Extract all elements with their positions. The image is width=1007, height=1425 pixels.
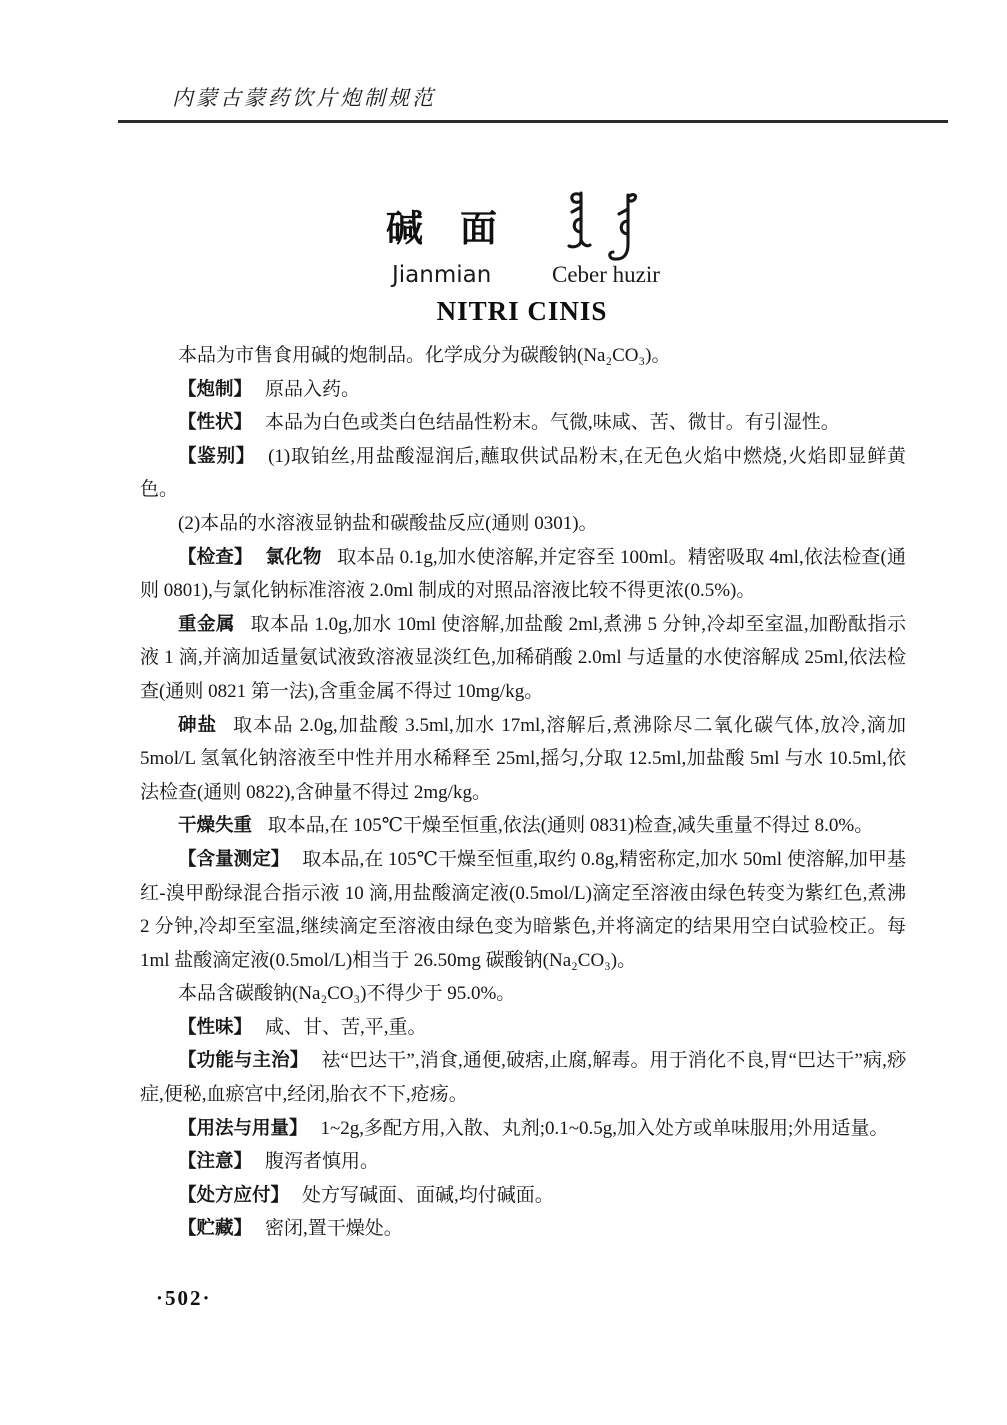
section-label: 【贮藏】 xyxy=(178,1218,253,1240)
section-jianbie xyxy=(140,440,906,507)
paragraph-text: 腹泻者慎用。 xyxy=(264,1151,379,1173)
paragraph-text: 取本品 1.0g,加水 10ml 使溶解,加盐酸 2ml,煮沸 5 分钟,冷却至室温,加酚酞指示液 1 滴,并滴加适量氨试液致溶液显淡红色,加稀硝酸 2.0ml 与适量的水使溶解成 25ml,依法检查(通则 0821 第一法),含重金属不得过 10mg/kg。 xyxy=(140,613,906,702)
jiancha-loss-on-drying xyxy=(140,809,906,843)
paragraph-text: 本品为白色或类白色结晶性粉末。气微,味咸、苦、微甘。有引湿性。 xyxy=(264,412,840,434)
drug-title-latin: NITRI CINIS xyxy=(436,296,608,326)
subsection-label: 干燥失重 xyxy=(178,815,253,837)
paragraph-intro xyxy=(140,339,906,373)
section-zhuyi xyxy=(140,1145,906,1179)
section-jiancha-chloride xyxy=(140,541,906,608)
paragraph-text: 取本品,在 105℃干燥至恒重,依法(通则 0831)检查,减失重量不得过 8.0%。 xyxy=(267,815,874,837)
title-block xyxy=(140,188,904,338)
paragraph-text: 取本品 2.0g,加盐酸 3.5ml,加水 17ml,溶解后,煮沸除尽二氧化碳气体,放冷,滴加 5mol/L 氢氧化钠溶液至中性并用水稀释至 25ml,摇匀,分取 12.5ml,加盐酸 5ml 与水 10.5ml,依法检查(通则 0822),含砷量不得过 2mg/kg。 xyxy=(140,714,906,803)
section-label: 【功能与主治】 xyxy=(178,1050,309,1072)
paragraph-text: 咸、甘、苦,平,重。 xyxy=(264,1016,427,1038)
drug-title-pinyin: Jianmian xyxy=(392,262,492,288)
jiancha-arsenic xyxy=(140,709,906,810)
section-label: 【检查】 xyxy=(178,546,253,568)
drug-title-chinese: 碱 面 xyxy=(386,209,497,250)
section-xingzhuang xyxy=(140,406,906,440)
paragraph-text: (1)取铂丝,用盐酸湿润后,蘸取供试品粉末,在无色火焰中燃烧,火焰即显鲜黄色。 xyxy=(140,445,906,501)
subsection-label: 氯化物 xyxy=(265,546,322,568)
header-rule xyxy=(118,120,948,123)
section-xingwei xyxy=(140,1011,906,1045)
drug-title-mongolian-latin: Ceber huzir xyxy=(552,262,660,287)
assay-limit xyxy=(140,977,906,1011)
section-label: 【鉴别】 xyxy=(178,445,256,467)
section-paozhi xyxy=(140,373,906,407)
paragraph-text: 本品为市售食用碱的炮制品。化学成分为碳酸钠(Na₂CO₃)。 xyxy=(178,345,671,366)
paragraph-text: 本品含碳酸钠(Na₂CO₃)不得少于 95.0%。 xyxy=(178,983,516,1005)
section-gongneng-zhuzhi xyxy=(140,1044,906,1111)
section-label: 【注意】 xyxy=(178,1151,253,1173)
section-yongfa-yongliang xyxy=(140,1112,906,1146)
subsection-label: 砷盐 xyxy=(178,714,218,736)
jiancha-heavy-metals xyxy=(140,608,906,709)
section-assay xyxy=(140,843,906,977)
mongolian-script-icon xyxy=(560,190,652,271)
monograph-body xyxy=(140,339,906,1246)
paragraph-text: 密闭,置干燥处。 xyxy=(264,1218,403,1240)
section-label: 【含量测定】 xyxy=(178,848,290,870)
subsection-label: 重金属 xyxy=(178,613,235,635)
section-label: 【炮制】 xyxy=(178,378,253,400)
running-header: 内蒙古蒙药饮片炮制规范 xyxy=(172,86,436,110)
section-label: 【处方应付】 xyxy=(178,1184,290,1206)
paragraph-text: (2)本品的水溶液显钠盐和碳酸盐反应(通则 0301)。 xyxy=(178,512,598,534)
section-label: 【用法与用量】 xyxy=(178,1117,308,1139)
section-chufang-yingfu xyxy=(140,1179,906,1213)
section-label: 【性状】 xyxy=(178,412,253,434)
paragraph-text: 取本品 0.1g,加水使溶解,并定容至 100ml。精密吸取 4ml,依法检查(通则 0801),与氯化钠标准溶液 2.0ml 制成的对照品溶液比较不得更浓(0.5%)。 xyxy=(140,546,906,602)
paragraph-text: 1~2g,多配方用,入散、丸剂;0.1~0.5g,加入处方或单味服用;外用适量。 xyxy=(320,1117,889,1139)
section-label: 【性味】 xyxy=(178,1016,253,1038)
paragraph-text: 原品入药。 xyxy=(264,378,360,400)
jianbie-item-2 xyxy=(140,507,906,541)
paragraph-text: 处方写碱面、面碱,均付碱面。 xyxy=(301,1184,554,1206)
page-number: ·502· xyxy=(156,1286,212,1310)
paragraph-text: 取本品,在 105℃干燥至恒重,取约 0.8g,精密称定,加水 50ml 使溶解,加甲基红-溴甲酚绿混合指示液 10 滴,用盐酸滴定液(0.5mol/L)滴定至溶液由绿色转变为紫红色,煮沸 2 分钟,冷却至室温,继续滴定至溶液由绿色变为暗紫色,并将滴定的结果用空白试验校正。每 1ml 盐酸滴定液(0.5mol/L)相当于 26.50mg 碳酸钠(Na₂CO₃)。 xyxy=(140,848,906,971)
section-zhucang xyxy=(140,1212,906,1246)
paragraph-text: 祛“巴达干”,消食,通便,破痞,止腐,解毒。用于消化不良,胃“巴达干”病,痧症,便秘,血瘀宫中,经闭,胎衣不下,疮疡。 xyxy=(140,1050,906,1106)
